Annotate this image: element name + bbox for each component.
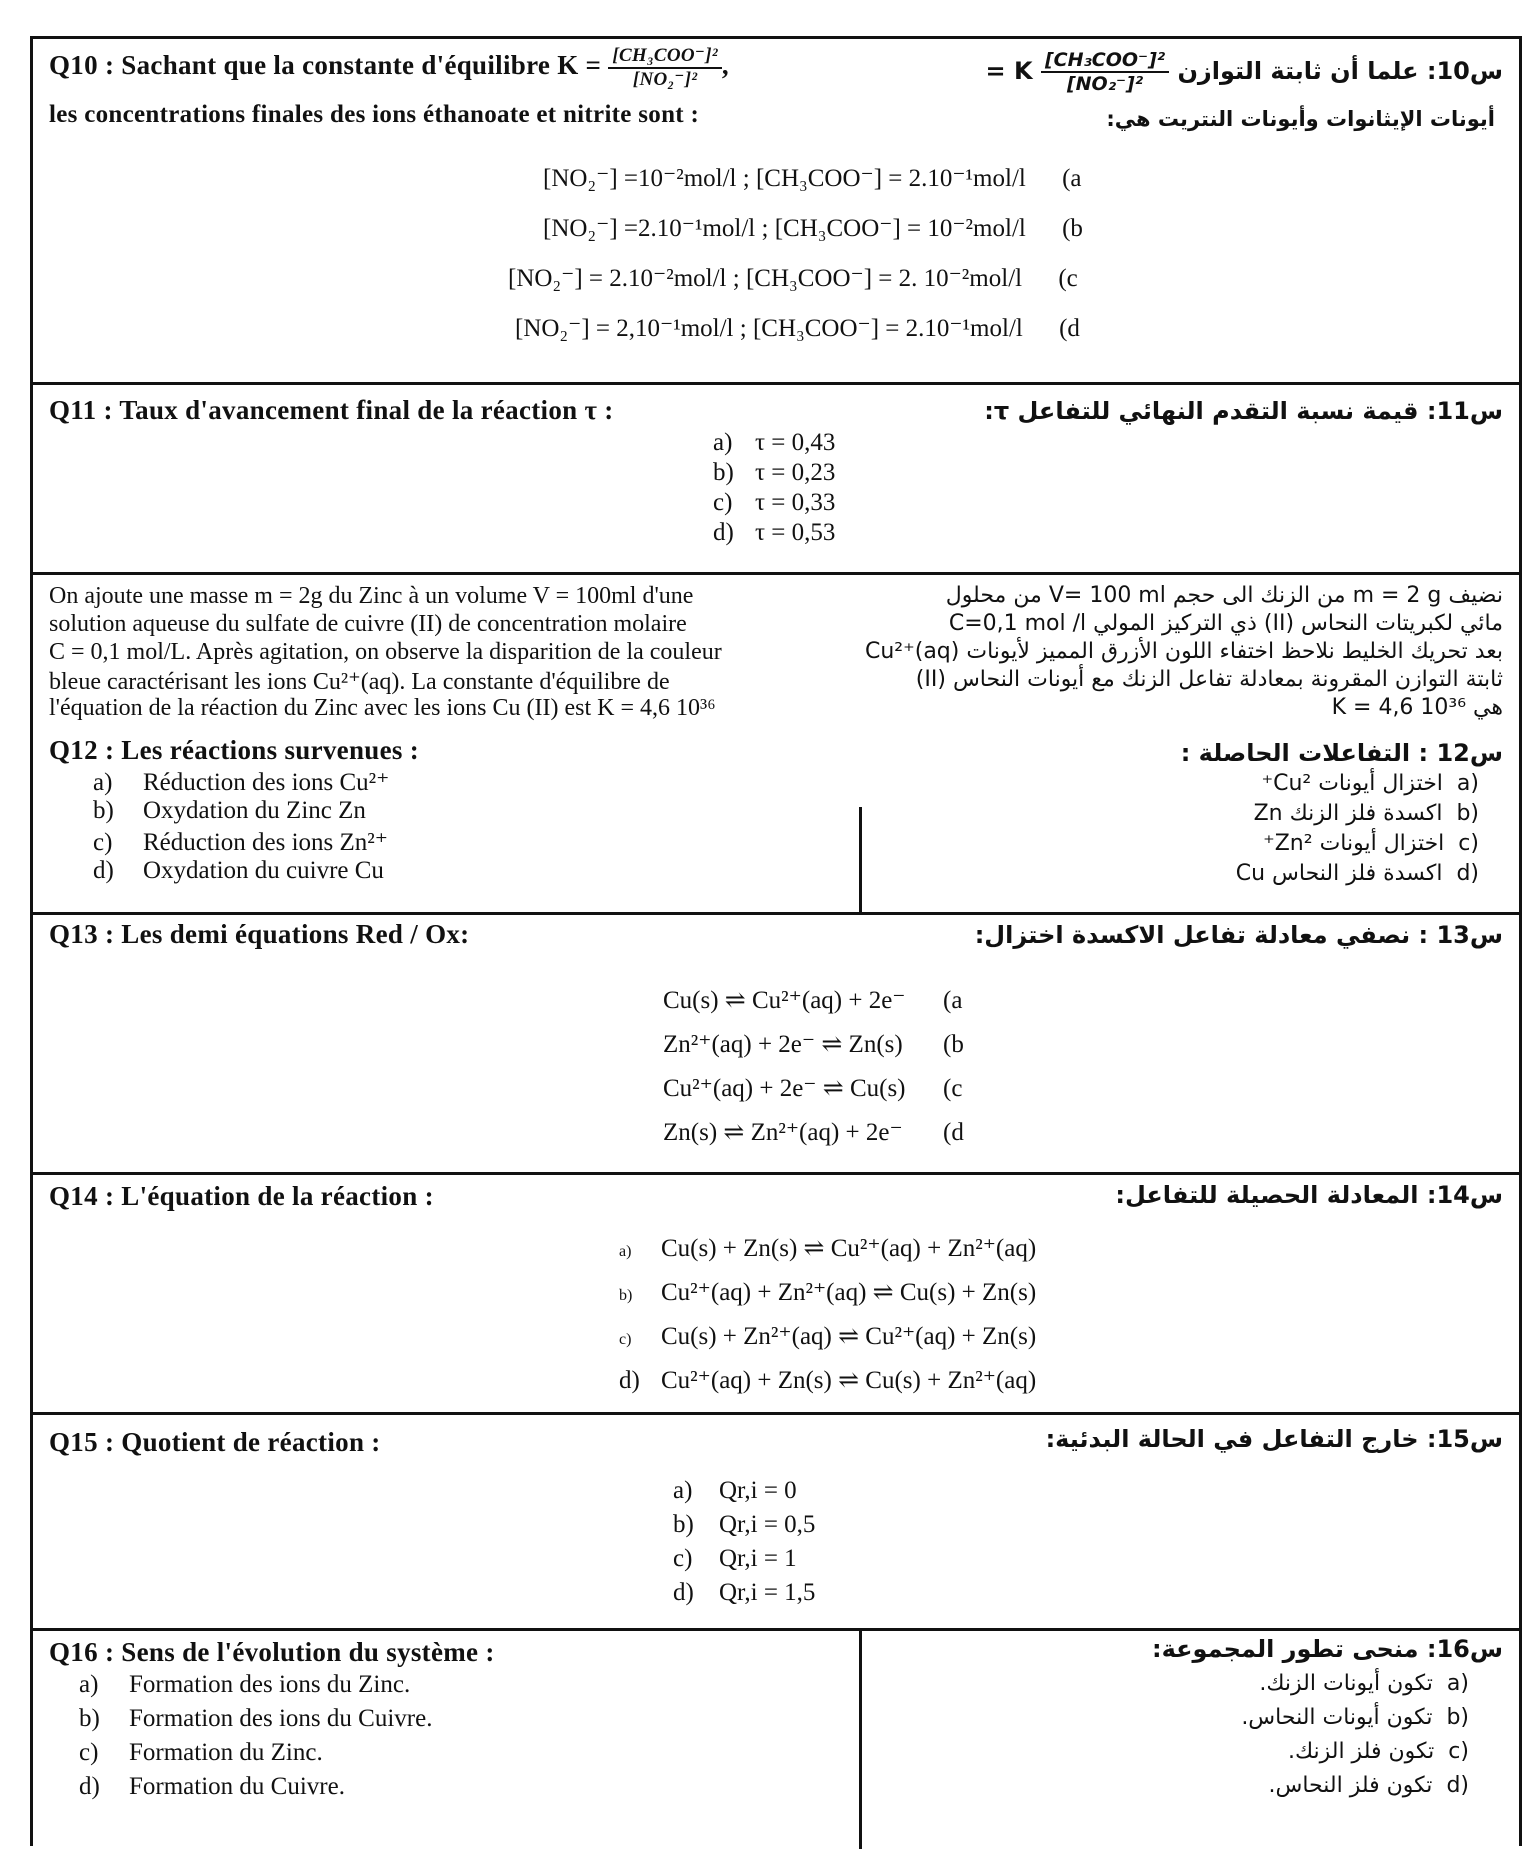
- q12-option-d-ar[interactable]: (d اكسدة فلز النحاس Cu: [1235, 861, 1479, 886]
- q10-k-fraction: $\frac{\text{[CH₃COO⁻]²}}{\text{[NO₂⁻]²}}$: [608, 45, 722, 91]
- q14-option-d[interactable]: d) Cu²⁺(aq) + Zn(s) ⇌ Cu(s) + Zn²⁺(aq): [619, 1367, 1037, 1394]
- q10-section: [33, 39, 1519, 385]
- q11-option-b[interactable]: b) τ = 0,23: [713, 459, 836, 486]
- q12-title-fr: Q12 : Les réactions survenues :: [49, 735, 420, 765]
- q15-option-c[interactable]: c) Qr,i = 1: [673, 1545, 797, 1572]
- intro-ar-line-5: هي K = 4,6 10³⁶: [1331, 695, 1503, 720]
- q10-title-fr: Q10 : Sachant que la constante d'équilibre K = $\frac{\text{[CH₃COO⁻]²}}{\text{[NO₂⁻]²}}$ ,: [49, 45, 729, 90]
- q11-title-fr: Q11 : Taux d'avancement final de la réaction τ :: [49, 395, 614, 425]
- intro-fr-line-2: solution aqueuse du sulfate de cuivre (II) de concentration molaire: [49, 611, 687, 637]
- q15-section: [33, 1415, 1519, 1631]
- q14-title-fr: Q14 : L'équation de la réaction :: [49, 1181, 434, 1211]
- q14-option-a[interactable]: a) Cu(s) + Zn(s) ⇌ Cu²⁺(aq) + Zn²⁺(aq): [619, 1235, 1037, 1262]
- q10-option-a[interactable]: [NO₂⁻] =10⁻²mol/l ; [CH₃COO⁻] = 2.10⁻¹mol/l (a: [543, 165, 1082, 192]
- q13-section: [33, 915, 1519, 1175]
- intro-ar-line-3: بعد تحريك الخليط نلاحظ اختفاء اللون الأزرق المميز لأيونات Cu²⁺(aq): [865, 639, 1503, 664]
- q14-option-c[interactable]: c) Cu(s) + Zn²⁺(aq) ⇌ Cu²⁺(aq) + Zn(s): [619, 1323, 1037, 1350]
- q16-option-b-ar[interactable]: (b تكون أيونات النحاس.: [1241, 1705, 1469, 1730]
- q13-title-fr: Q13 : Les demi équations Red / Ox:: [49, 919, 470, 949]
- intro-ar-line-2: مائي لكبريتات النحاس (II) ذي التركيز المولي C=0,1 mol /l: [948, 611, 1503, 636]
- intro-ar-line-1: نضيف m = 2 g من الزنك الى حجم V= 100 ml من محلول: [945, 583, 1503, 608]
- q16-title-fr: Q16 : Sens de l'évolution du système :: [49, 1637, 495, 1667]
- q10-option-d[interactable]: [NO₂⁻] = 2,10⁻¹mol/l ; [CH₃COO⁻] = 2.10⁻¹mol/l (d: [515, 315, 1080, 342]
- q11-section: [33, 385, 1519, 575]
- q10-title-fr-line2: les concentrations finales des ions éthanoate et nitrite sont :: [49, 101, 700, 128]
- q13-title-ar: س13 : نصفي معادلة تفاعل الاكسدة اختزال:: [974, 921, 1503, 949]
- q12-title-ar: س12 : التفاعلات الحاصلة :: [1180, 739, 1503, 767]
- q10-ar-k-fraction: $\frac{\text{[CH₃COO⁻]²}}{\text{[NO₂⁻]²}}$: [1041, 49, 1169, 95]
- q10-option-c[interactable]: [NO₂⁻] = 2.10⁻²mol/l ; [CH₃COO⁻] = 2. 10⁻²mol/l (c: [508, 265, 1078, 292]
- q14-title-ar: س14: المعادلة الحصيلة للتفاعل:: [1115, 1181, 1503, 1209]
- q13-option-b[interactable]: Zn²⁺(aq) + 2e⁻ ⇌ Zn(s) (b: [663, 1031, 964, 1058]
- q12-divider: [859, 807, 862, 915]
- q15-option-b[interactable]: b) Qr,i = 0,5: [673, 1511, 816, 1538]
- q13-option-d[interactable]: Zn(s) ⇌ Zn²⁺(aq) + 2e⁻ (d: [663, 1119, 964, 1146]
- q12-option-c-ar[interactable]: (c اختزال أيونات Zn²⁺: [1263, 831, 1479, 856]
- q16-option-d-ar[interactable]: (d تكون فلز النحاس.: [1268, 1773, 1469, 1798]
- q12-option-b-fr[interactable]: b) Oxydation du Zinc Zn: [93, 797, 366, 824]
- q16-option-a-fr[interactable]: a) Formation des ions du Zinc.: [79, 1671, 411, 1698]
- q12-option-c-fr[interactable]: c) Réduction des ions Zn²⁺: [93, 829, 388, 856]
- intro-q12-section: [33, 575, 1519, 915]
- q16-option-c-ar[interactable]: (c تكون فلز الزنك.: [1287, 1739, 1469, 1764]
- q16-option-b-fr[interactable]: b) Formation des ions du Cuivre.: [79, 1705, 433, 1732]
- q16-divider: [859, 1631, 862, 1849]
- intro-fr-line-1: On ajoute une masse m = 2g du Zinc à un volume V = 100ml d'une: [49, 583, 694, 609]
- q13-option-a[interactable]: Cu(s) ⇌ Cu²⁺(aq) + 2e⁻ (a: [663, 987, 963, 1014]
- exam-page: [30, 36, 1522, 1846]
- intro-ar-line-4: ثابتة التوازن المقرونة بمعادلة تفاعل الزنك مع أيونات النحاس (II): [915, 667, 1503, 692]
- q10-title-ar: س10: علما أن ثابتة التوازن $\frac{\text{[CH₃COO⁻]²}}{\text{[NO₂⁻]²}}$ K =: [985, 49, 1503, 95]
- intro-fr-line-3: C = 0,1 mol/L. Après agitation, on observe la disparition de la couleur: [49, 639, 722, 665]
- q15-option-d[interactable]: d) Qr,i = 1,5: [673, 1579, 816, 1606]
- q11-option-c[interactable]: c) τ = 0,33: [713, 489, 836, 516]
- q13-option-c[interactable]: Cu²⁺(aq) + 2e⁻ ⇌ Cu(s) (c: [663, 1075, 963, 1102]
- q16-option-a-ar[interactable]: (a تكون أيونات الزنك.: [1259, 1671, 1469, 1696]
- q16-title-ar: س16: منحى تطور المجموعة:: [1152, 1635, 1503, 1663]
- q15-title-fr: Q15 : Quotient de réaction :: [49, 1427, 381, 1457]
- q11-option-a[interactable]: a) τ = 0,43: [713, 429, 836, 456]
- q16-section: [33, 1631, 1519, 1849]
- q11-title-ar: س11: قيمة نسبة التقدم النهائي للتفاعل τ:: [984, 397, 1503, 425]
- q12-option-a-fr[interactable]: a) Réduction des ions Cu²⁺: [93, 769, 390, 796]
- q12-option-b-ar[interactable]: (b اكسدة فلز الزنك Zn: [1253, 801, 1479, 826]
- q11-option-d[interactable]: d) τ = 0,53: [713, 519, 836, 546]
- q12-option-d-fr[interactable]: d) Oxydation du cuivre Cu: [93, 857, 384, 884]
- intro-fr-line-4: bleue caractérisant les ions Cu²⁺(aq). La constante d'équilibre de: [49, 669, 670, 695]
- q16-option-d-fr[interactable]: d) Formation du Cuivre.: [79, 1773, 345, 1800]
- q10-option-b[interactable]: [NO₂⁻] =2.10⁻¹mol/l ; [CH₃COO⁻] = 10⁻²mol/l (b: [543, 215, 1083, 242]
- q12-option-a-ar[interactable]: (a اختزال أيونات Cu²⁺: [1261, 771, 1479, 796]
- q14-option-b[interactable]: b) Cu²⁺(aq) + Zn²⁺(aq) ⇌ Cu(s) + Zn(s): [619, 1279, 1037, 1306]
- q15-option-a[interactable]: a) Qr,i = 0: [673, 1477, 797, 1504]
- q16-option-c-fr[interactable]: c) Formation du Zinc.: [79, 1739, 323, 1766]
- q14-section: [33, 1175, 1519, 1415]
- q15-title-ar: س15: خارج التفاعل في الحالة البدئية:: [1045, 1425, 1503, 1453]
- intro-fr-line-5: l'équation de la réaction du Zinc avec les ions Cu (II) est K = 4,6 10³⁶: [49, 695, 716, 721]
- q10-title-ar-line2: أيونات الإيثانوات وأيونات النتريت هي:: [1106, 107, 1495, 131]
